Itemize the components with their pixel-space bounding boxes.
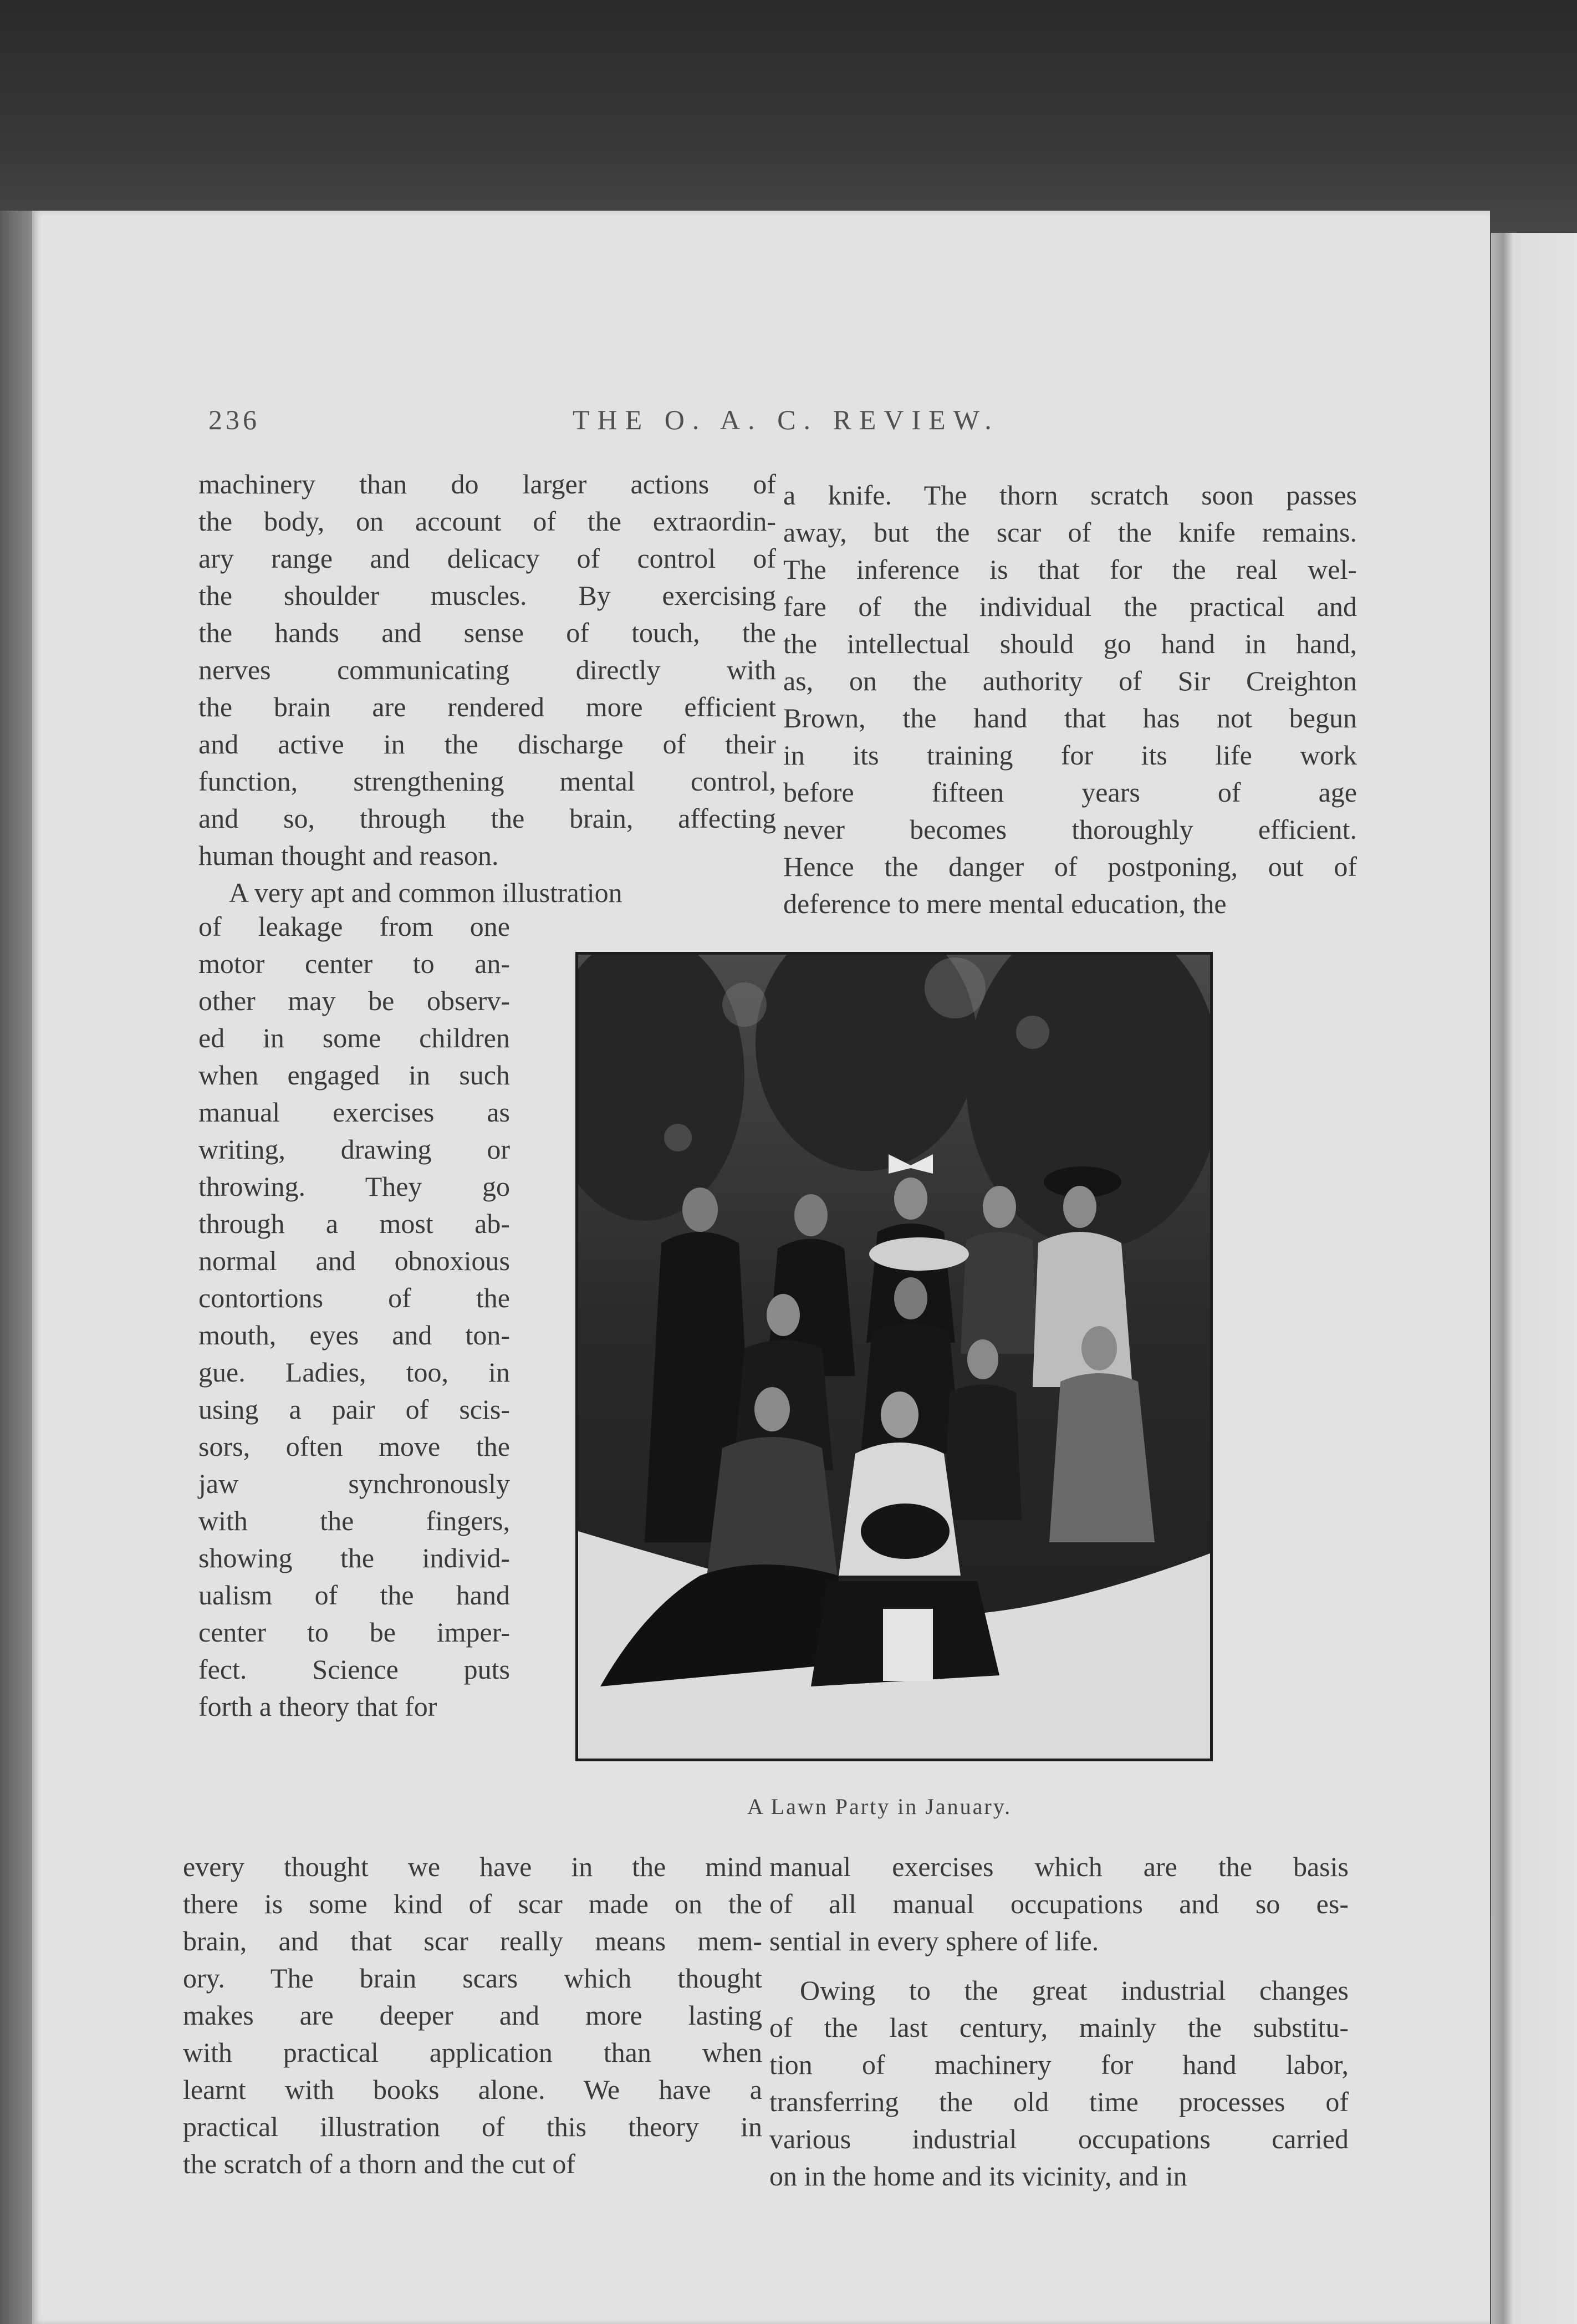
magazine-page	[32, 211, 1490, 2324]
text-line: center to be imper-	[198, 1617, 510, 1648]
text-line: through a most ab-	[198, 1208, 510, 1239]
text-line: of the last century, mainly the substitu-	[769, 2012, 1349, 2043]
text-line: the shoulder muscles. By exercising	[198, 580, 776, 611]
text-line: with the fingers,	[198, 1505, 510, 1536]
text-line: tion of machinery for hand labor,	[769, 2049, 1349, 2080]
text-line: ory. The brain scars which thought	[183, 1963, 762, 1994]
text-line: manual exercises as	[198, 1097, 510, 1128]
text-line: nerves communicating directly with	[198, 654, 776, 685]
text-line: sential in every sphere of life.	[769, 1925, 1099, 1956]
text-line: the body, on account of the extraordin-	[198, 506, 776, 537]
text-line: showing the individ-	[198, 1542, 510, 1573]
text-line: a knife. The thorn scratch soon passes	[783, 480, 1357, 511]
text-line: gue. Ladies, too, in	[198, 1357, 510, 1388]
photo-caption: A Lawn Party in January.	[747, 1794, 1012, 1819]
text-line: Brown, the hand that has not begun	[783, 702, 1357, 733]
text-line: machinery than do larger actions of	[198, 468, 776, 500]
text-line: writing, drawing or	[198, 1134, 510, 1165]
text-line: other may be observ-	[198, 985, 510, 1016]
text-line: in its training for its life work	[783, 740, 1357, 771]
text-line: various industrial occupations carried	[769, 2123, 1349, 2154]
text-line: the brain are rendered more efficient	[198, 691, 776, 722]
text-line: the hands and sense of touch, the	[198, 617, 776, 648]
running-title: THE O. A. C. REVIEW.	[573, 404, 999, 435]
text-line: manual exercises which are the basis	[769, 1851, 1349, 1882]
text-line: of all manual occupations and so es-	[769, 1888, 1349, 1919]
text-line: before fifteen years of age	[783, 777, 1357, 808]
text-line: using a pair of scis-	[198, 1394, 510, 1425]
photo-illustration	[578, 955, 1210, 1759]
text-line: transferring the old time processes of	[769, 2086, 1349, 2117]
column-left-bottom	[183, 1848, 762, 2183]
column-left-wrap	[198, 908, 510, 1725]
text-line: learnt with books alone. We have a	[183, 2074, 762, 2105]
text-line: human thought and reason.	[198, 840, 499, 871]
page-number: 236	[208, 404, 260, 435]
text-line: motor center to an-	[198, 948, 510, 979]
text-line: function, strengthening mental control,	[198, 766, 776, 797]
text-line: makes are deeper and more lasting	[183, 2000, 762, 2031]
text-line: ed in some children	[198, 1022, 510, 1053]
text-line: deference to mere mental education, the	[783, 888, 1227, 919]
text-line: throwing. They go	[198, 1171, 510, 1202]
text-line: when engaged in such	[198, 1059, 510, 1090]
text-line: on in the home and its vicinity, and in	[769, 2160, 1187, 2192]
text-line: normal and obnoxious	[198, 1245, 510, 1276]
text-line: mouth, eyes and ton-	[198, 1319, 510, 1350]
text-line: Owing to the great industrial changes	[800, 1975, 1349, 2006]
text-line: away, but the scar of the knife remains.	[783, 517, 1357, 548]
text-line: ualism of the hand	[198, 1579, 510, 1611]
text-line: as, on the authority of Sir Creighton	[783, 665, 1357, 696]
text-line: A very apt and common illustration	[229, 877, 622, 908]
text-line: brain, and that scar really means mem-	[183, 1925, 762, 1956]
text-line: every thought we have in the mind	[183, 1851, 762, 1882]
text-line: of leakage from one	[198, 911, 510, 942]
text-line: The inference is that for the real wel-	[783, 554, 1357, 585]
text-line: the intellectual should go hand in hand,	[783, 628, 1357, 659]
column-right-top	[783, 477, 1357, 923]
group-photograph	[575, 952, 1213, 1761]
facing-page-edge	[1491, 233, 1577, 2324]
text-line: fare of the individual the practical and	[783, 591, 1357, 622]
column-right-bottom	[769, 1848, 1349, 2195]
text-line: forth a theory that for	[198, 1691, 437, 1722]
text-line: with practical application than when	[183, 2037, 762, 2068]
page-stack-left-edge	[0, 211, 34, 2324]
text-line: practical illustration of this theory in	[183, 2111, 762, 2142]
text-line: contortions of the	[198, 1282, 510, 1313]
text-line: fect. Science puts	[198, 1654, 510, 1685]
text-line: Hence the danger of postponing, out of	[783, 851, 1357, 882]
text-line: jaw synchronously	[198, 1468, 510, 1499]
text-line: and so, through the brain, affecting	[198, 803, 776, 834]
text-line: never becomes thoroughly efficient.	[783, 814, 1357, 845]
text-line: there is some kind of scar made on the	[183, 1888, 762, 1919]
text-line: the scratch of a thorn and the cut of	[183, 2148, 576, 2179]
text-line: and active in the discharge of their	[198, 728, 776, 760]
column-left-top	[198, 466, 776, 911]
text-line: sors, often move the	[198, 1431, 510, 1462]
text-line: ary range and delicacy of control of	[198, 543, 776, 574]
